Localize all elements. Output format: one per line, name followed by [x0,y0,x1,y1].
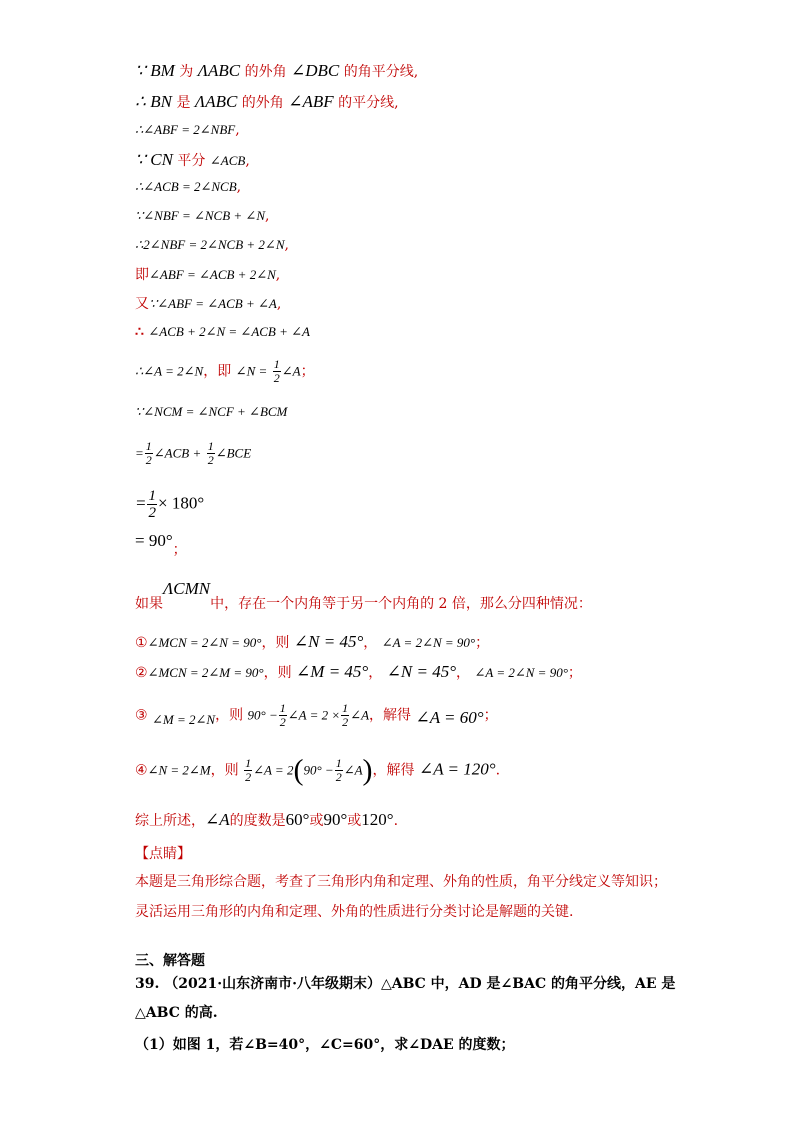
case-line-1 [135,633,489,652]
math-text: ∠ACB [209,153,246,168]
text: ，则 [263,665,292,681]
math-text: ∠ACB + 2∠N = ∠ACB + ∠A [148,324,310,339]
math-text: ΛCMN [163,579,211,598]
left-paren: ( [293,753,304,787]
math-text: 90° [323,810,348,829]
math-text: ∠MCN = 2∠N = 90° [147,635,262,650]
text: ； [475,635,490,651]
text: 的外角 [244,64,287,80]
text: 的度数是 [229,813,286,829]
math-text: ∠A [205,810,230,829]
math-text: ∠A [350,707,370,723]
text: 或 [309,813,324,829]
proof-line-11 [135,358,315,385]
text: , [265,208,270,224]
text: ； [172,542,187,558]
math-text: ∠ABF [288,92,334,111]
text: ，则 [261,635,290,651]
math-text: ∠N = 45° [386,662,457,681]
math-text: ΛABC [197,61,241,80]
text: ， [456,665,471,681]
math-text: 90° − [247,707,278,723]
fraction-one-half [244,757,252,784]
fraction-one-half [279,702,287,729]
math-text: ∠N = 45° [293,632,364,651]
question-line-3: （1）如图 1，若∠B=40°，∠C=60°，求∠DAE 的度数； [135,1037,515,1053]
text: , [235,122,240,138]
math-text: ∵∠NCM = ∠NCF + ∠BCM [135,404,288,419]
text: ，解得 [369,707,412,724]
summary-line [135,811,398,830]
math-text: ∴∠A = 2∠N [135,363,204,379]
math-text: ∠A [281,363,301,379]
math-text: = [135,493,147,513]
text: ； [483,707,498,724]
text: ，即 [203,363,232,380]
math-text: ∠M = 45° [296,662,369,681]
numerator: 1 [342,701,349,715]
fraction-one-half [145,440,153,467]
denominator: 2 [207,453,214,467]
text: 的平分线, [338,95,399,111]
math-text: ∴∠ABF = 2∠NBF [135,122,236,137]
text: . [495,762,501,779]
text: , [276,296,282,312]
proof-line-12 [135,403,287,421]
math-text: ∠ABF = ∠ACB + 2∠N [149,267,276,282]
proof-line-16 [135,579,592,613]
text: , [245,153,250,169]
proof-line-6 [135,207,269,225]
math-text: ∠A = 2 × [287,707,341,723]
math-text: 60° [285,810,310,829]
section-title: 三、解答题 [135,953,205,969]
proof-line-13 [135,440,251,467]
text: ； [567,665,582,681]
text: . [393,813,399,829]
key-point-heading: 【点睛】 [135,846,191,862]
math-text: 90° − [303,762,334,778]
text: 又 [135,296,149,312]
key-point-line-2: 灵活运用三角形的内角和定理、外角的性质进行分类讨论是解题的关键. [135,904,574,920]
case-line-4 [135,753,501,787]
math-text: 120° [361,810,394,829]
math-text: ∠BCE [215,445,252,461]
text: ，则 [210,762,239,779]
denominator: 2 [273,371,280,385]
text: ， [368,665,383,681]
math-text: ΛABC [194,92,238,111]
text: ； [300,363,315,380]
numerator: 1 [145,439,152,453]
text: 中，存在一个内角等于另一个内角的 2 倍，那么分四种情况： [210,596,592,612]
denominator: 2 [279,715,286,729]
text: 为 [179,64,194,80]
math-text: ∠A = 2∠N = 90° [381,635,476,650]
because-symbol: ∵ [135,61,146,80]
fraction-one-half [335,757,343,784]
proof-line-8 [135,266,280,284]
math-text: ∠N = 2∠M [147,762,211,778]
fraction-one-half [273,358,281,385]
proof-line-7 [135,236,289,254]
proof-line-15 [135,531,187,558]
proof-line-5 [135,178,241,196]
text: , [284,237,289,253]
text: 综上所述， [135,813,205,829]
math-text: ∠A = 2 [253,762,294,778]
math-text: = 90° [135,531,173,550]
math-text: ∠N = [235,363,268,379]
text: 或 [347,813,362,829]
math-text: CN [150,150,173,169]
case-line-2 [135,663,582,682]
math-text: ∴∠ACB = 2∠NCB [135,179,237,194]
text: ，解得 [372,762,415,779]
math-text: ∠M = 2∠N [152,711,216,727]
proof-line-4 [135,151,250,170]
text: 是 [176,95,191,111]
proof-line-1 [135,62,418,81]
because-symbol: ∵ [135,150,146,169]
case-line-3 [135,702,498,729]
denominator: 2 [335,770,342,784]
text: 平分 [177,153,206,169]
denominator: 2 [342,715,349,729]
math-text: ∴2∠NBF = 2∠NCB + 2∠N [135,237,285,252]
math-text: × 180° [157,493,205,513]
therefore-symbol: ∴ [135,324,144,340]
fraction-one-half [341,702,349,729]
numerator: 1 [335,756,342,770]
case-number: ② [135,665,148,681]
denominator: 2 [148,505,156,521]
case-number: ③ [135,707,148,724]
fraction-one-half [207,440,215,467]
math-text: ∠A [343,762,363,778]
math-text: ∵∠ABF = ∠ACB + ∠A [149,296,277,311]
question-line-1: 39. （2021·山东济南市·八年级期末）△ABC 中，AD 是∠BAC 的角平分线，AE 是 [135,976,676,992]
text: , [275,267,281,283]
therefore-symbol: ∴ [135,92,146,111]
proof-line-2 [135,93,399,112]
math-text: ∠A = 60° [415,707,484,727]
text: , [236,179,242,195]
math-text: ∠A = 2∠N = 90° [474,665,568,680]
text: 的外角 [241,95,284,111]
fraction-one-half [147,488,157,521]
proof-line-14 [135,488,204,521]
right-paren: ) [362,753,373,787]
case-number: ④ [135,762,148,779]
math-text: BN [150,92,173,111]
proof-line-3 [135,121,240,139]
numerator: 1 [279,701,286,715]
key-point-line-1: 本题是三角形综合题，考查了三角形内角和定理、外角的性质，角平分线定义等知识； [135,874,667,890]
denominator: 2 [145,453,152,467]
text: 即 [135,267,149,283]
math-text: BM [150,61,175,80]
numerator: 1 [207,439,214,453]
math-text: ∵∠NBF = ∠NCB + ∠N [135,208,265,223]
math-text: ∠A = 120° [418,759,496,779]
proof-line-9 [135,295,281,313]
case-number: ① [135,635,148,651]
text: ， [363,635,378,651]
text: 的角平分线, [343,64,419,80]
math-text: ∠MCN = 2∠M = 90° [147,665,264,680]
math-text: = [135,445,144,461]
math-text: ∠DBC [291,61,340,80]
proof-line-10 [135,323,310,341]
text: 如果 [135,596,163,612]
numerator: 1 [245,756,252,770]
numerator: 1 [273,357,280,371]
math-text: ∠ACB + [153,445,202,461]
question-line-2: △ABC 的高. [135,1005,218,1021]
text: ，则 [215,707,244,724]
denominator: 2 [245,770,252,784]
numerator: 1 [148,488,156,504]
